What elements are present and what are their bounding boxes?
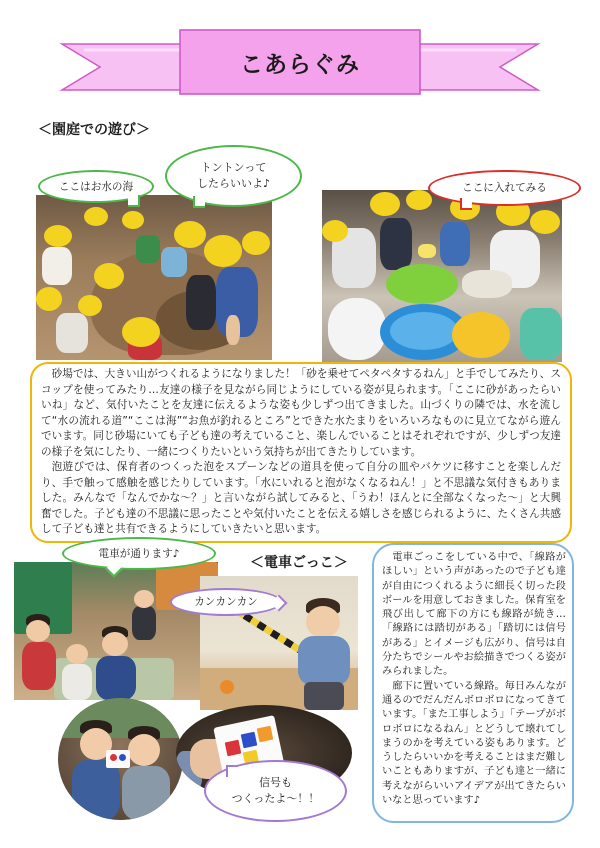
child-shirt (62, 664, 92, 700)
child-legs (304, 682, 344, 710)
garden-play-text-box (30, 362, 572, 543)
child-hat (322, 220, 348, 242)
speech-bubble-made-signal (204, 760, 347, 822)
speech-bubble-tail (128, 195, 140, 207)
child-hat (94, 263, 124, 289)
child-shirt (42, 247, 72, 285)
child-shirt (136, 235, 160, 263)
child-shirt (440, 222, 470, 266)
speech-bubble-water-sea (38, 170, 154, 203)
child-hat (78, 295, 102, 316)
child-face (128, 734, 160, 766)
green-tub (520, 308, 562, 360)
speech-bubble-tail (193, 196, 205, 208)
child-shirt (56, 313, 88, 353)
speech-bubble-tail (226, 765, 238, 777)
sandbox-photo (36, 195, 272, 360)
speech-bubble-text: 電車が通ります♪ (98, 547, 180, 560)
speech-bubble-tonton (165, 145, 302, 207)
train-play-photo (14, 562, 218, 700)
yellow-basin (452, 312, 510, 358)
bubble-play-paragraph: 泡遊びでは、保育者のつくった泡をスプーンなどの道具を使って自分の皿やバケツに移すことを楽しんだり、手で触って感触を感じたりしています。「水にいれると泡がなくなるねん！」と不思議な気付きもありました。みんなで「なんでかな～？」と言いながら試してみると、「うわ！ほんとに全部なくなった～」と大興奮でした。子ども達の不思議に思ったことや気付いたことを伝える嬉しさを感じられるように、たくさん共感して子ども達と共有できるようにしていきたいと思います。 (41, 461, 561, 535)
child-hat (44, 225, 72, 247)
page-title: こあらぐみ (240, 51, 360, 78)
child-shirt (161, 247, 187, 277)
signal-orange (257, 726, 274, 743)
child-face (102, 632, 128, 656)
child-shirt (96, 656, 136, 700)
child-hat (122, 211, 144, 229)
child-hat (36, 287, 62, 311)
speech-bubble-put-in (428, 170, 581, 206)
speech-bubble-text-line2: つくったよ～！！ (231, 792, 320, 805)
child-hat (84, 207, 108, 226)
child-arm (226, 315, 240, 345)
orange-ball (220, 680, 234, 694)
child-hat (530, 210, 560, 234)
signal-red (225, 740, 242, 757)
child-shirt (122, 766, 170, 820)
bubble-play-photo (322, 190, 562, 362)
child-hat (122, 317, 160, 347)
speech-bubble-text: ここはお水の海 (58, 180, 134, 193)
signal-red (110, 754, 117, 761)
child-hat (242, 231, 270, 255)
shelf (58, 698, 183, 738)
train-play-text-box (372, 543, 574, 823)
green-bowl (386, 264, 458, 304)
speech-bubble-tail (460, 198, 472, 210)
child-shirt (186, 275, 216, 330)
train-play-heading: ＜電車ごっこ＞ (250, 555, 348, 571)
hallway-tracks-paragraph: 廊下に置いている線路。毎日みんなが通るのでだんだんボロボロになってきています。「また工事しよう」「テープがボロボロになるねん」とどうして壊れてしまうのかを考えている姿もあります。どうしたらいいかを考えることはまだ難しいこともありますが、子ども達と一緒に考えながらいいアイデアが出てきたらいいなと思っています♪ (382, 680, 566, 807)
child-face (306, 606, 340, 638)
child-shirt (22, 642, 56, 690)
child-face (26, 620, 50, 642)
speech-bubble-kankan (170, 588, 282, 616)
child-hat (370, 192, 400, 216)
child-shirt (298, 636, 350, 686)
child-face (134, 590, 154, 608)
speech-bubble-text-line1: 信号も (259, 776, 292, 789)
speech-bubble-text: ここに入れてみる (462, 182, 547, 194)
speech-bubble-text-line1: トントンって (200, 161, 267, 174)
sandbox-paragraph: 砂場では、大きい山がつくれるようになりました！「砂を乗せてペタペタするねん」と手でしてみたり、スコップを使ってみたり…友達の様子を見ながら同じようにしている姿が見られます。「ここに砂があったらいいね」など、気付いたことを友達に伝えるような姿も少しずつ出てきました。山づくりの隣では、水を流して“水の流れる道”“ここは海”“お魚が釣れるところ”とできた水たまりをいろいろなものに見立てながら遊んでいます。同じ砂場にいても子ども達の考えていること、楽しんでいることはそれぞれですが、少しずつ友達の様子を気にしたり、一緒につくりたいという気持ちが出てきたりしています。 (41, 368, 561, 458)
speech-bubble-train-passing (62, 537, 216, 570)
child-hat (406, 190, 432, 210)
child-hat (204, 235, 242, 267)
white-kettle (328, 298, 386, 360)
garden-play-heading: ＜園庭での遊び＞ (38, 122, 150, 138)
blue-basin-water (390, 312, 458, 350)
speech-bubble-text-line2: したらいいよ♪ (196, 177, 271, 190)
tray (462, 270, 512, 298)
child-face (66, 644, 88, 664)
children-with-signals-photo (58, 698, 183, 820)
child-hat (174, 221, 206, 248)
speech-bubble-text: カンカンカン (194, 596, 258, 608)
signal-blue (241, 732, 258, 749)
yellow-cup (418, 244, 436, 258)
child-shirt (132, 606, 156, 640)
child-shirt (380, 218, 412, 270)
child-shirt (72, 760, 120, 820)
train-tracks-paragraph: 電車ごっこをしている中で、「線路がほしい」という声があったので子ども達が自由につくれるように細長く切った段ボールを用意しておきました。保育室を飛び出して廊下の方にも線路が続き…「線路には踏切がある」「踏切には信号がある」とイメージも広がり、信号は自分たちでシールやお絵描きでつくる姿がみられました。 (382, 552, 566, 678)
signal-blue (119, 754, 126, 761)
